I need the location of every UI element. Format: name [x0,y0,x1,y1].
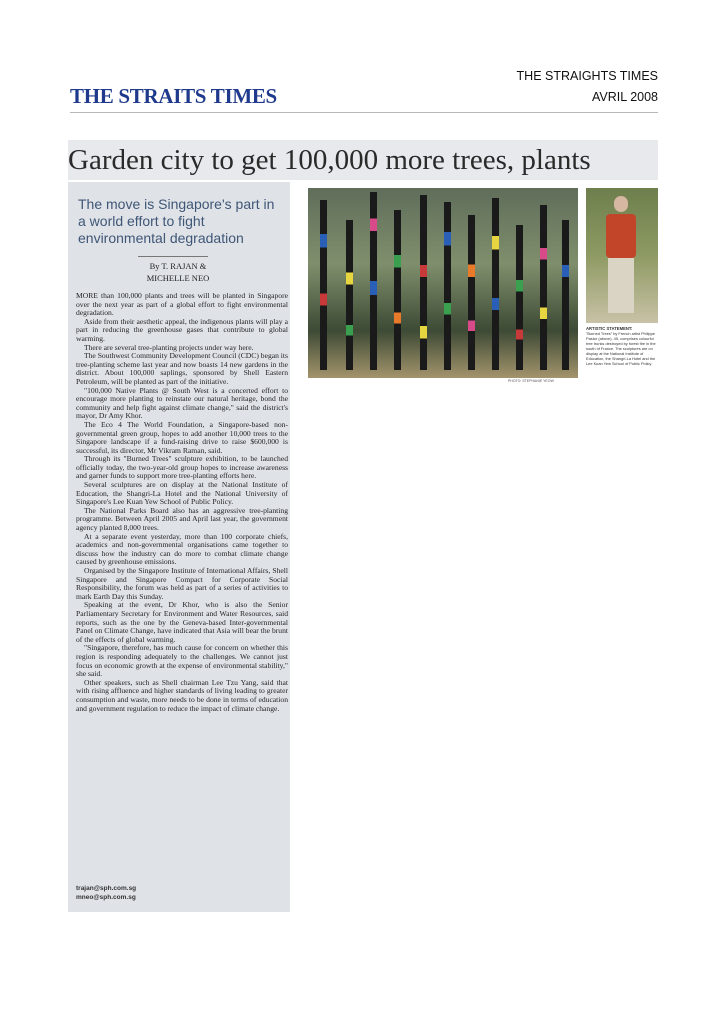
article-standfirst: The move is Singapore's part in a world effort to fight environmental degradation [78,196,275,246]
author-email: trajan@sph.com.sg [76,885,137,892]
artist-vest [606,214,636,258]
paragraph: Organised by the Singapore Institute of International Affairs, Shell Singapore and Singapore Compact for Corporate Social Responsibility, the forum was held as part of a series of activities to mark Earth Day this Sunday. [76,566,288,601]
article-byline [98,260,258,284]
caption-title: ARTISTIC STATEMENT: [586,326,633,331]
paragraph: The Eco 4 The World Foundation, a Singapore-based non-governmental green group, hopes to add another 10,000 trees to the Singapore landscape if a fund-raising drive to raise $600,000 is successful, its director, Mr Vikram Raman, said. [76,419,288,455]
paragraph: There are several tree-planting projects under way here. [84,342,254,352]
paragraph: The National Parks Board also has an aggressive tree-planting programme. Between April 2005 and April last year, the government agency planted 8,000 trees. [76,505,288,533]
paragraph: Other speakers, such as Shell chairman Lee Tzu Yang, said that with rising affluence and higher standards of living leading to greater consumption and waste, more needs to be done in terms of education and government regulation to reduce the impact of climate change. [76,677,288,713]
standfirst-divider [138,256,208,257]
author-emails [76,884,136,902]
photo-credit: PHOTO: STEPHANIE YEOW [508,379,554,383]
paragraph: The Southwest Community Development Council (CDC) began its tree-planting scheme last year and now boasts 14 new gardens in the district. About 100,000 saplings, sponsored by Shell Eastern Petroleum, will be planted as part of the initiative. [76,351,288,386]
paragraph: Several sculptures are on display at the National Institute of Education, the Shangri-La Hotel and the National University of Singapore's Lee Kuan Yew School of Public Policy. [76,480,288,507]
byline-author-2: MICHELLE NEO [146,273,210,283]
paragraph: "100,000 Native Plants @ South West is a concerted effort to encourage more planting to reinstate our natural heritage, bond the community and help fight against climate change," said the district's mayor, Dr Amy Khor. [76,385,288,421]
paragraph: "Singapore, therefore, has much cause for concern on whether this region is responding adequately to the challenges. We cannot just focus on economic growth at the expense of environmental stability," she said. [76,643,288,679]
publication-name: THE STRAIGHTS TIMES [516,69,658,83]
newspaper-logo: THE STRAITS TIMES [70,84,277,108]
article-body [76,292,288,713]
artist-legs [608,258,634,313]
paragraph: MORE than 100,000 plants and trees will be planted in Singapore over the next year as part of a global effort to fight environmental degradation. [76,291,288,318]
artist-portrait-photo [586,188,658,323]
byline-author-1: By T. RAJAN & [149,261,207,271]
paragraph: Aside from their aesthetic appeal, the indigenous plants will play a part in reducing the greenhouse gases that contribute to global warming. [76,316,288,343]
publication-info [517,66,658,108]
photo-caption [586,326,658,366]
author-email: mneo@sph.com.sg [76,894,136,901]
article-headline: Garden city to get 100,000 more trees, plants [68,140,658,180]
paragraph: Through its "Burned Trees" sculpture exhibition, to be launched officially today, the two-year-old group hopes to increase awareness and garner funds to support more tree-planting efforts here. [76,454,288,481]
caption-text: "Burned Trees" by French artist Philippe Pastor (above), 45, comprises colourful tree trunks destroyed by forest fire in the south of France. The sculptures are on display at the National Institute of Education, the Shangri-La Hotel and the Lee Kuan Yew School of Public Policy. [586,331,656,366]
newspaper-clipping [68,140,658,912]
header-divider [70,112,658,113]
paragraph: At a separate event yesterday, more than 100 corporate chiefs, academics and non-governmental organisations came together to discuss how the industry can do more to combat climate change caused by greenhouse emissions. [76,531,288,567]
burned-trees-photo [308,188,578,378]
artist-head [614,196,628,212]
paragraph: Speaking at the event, Dr Khor, who is also the Senior Parliamentary Secretary for Environment and Water Resources, said reports, such as the one by the Geneva-based Inter-governmental Panel on Climate Change, have indicated that Asia will bear the brunt of the effects of global warming. [76,600,288,644]
publication-date: AVRIL 2008 [591,90,658,104]
